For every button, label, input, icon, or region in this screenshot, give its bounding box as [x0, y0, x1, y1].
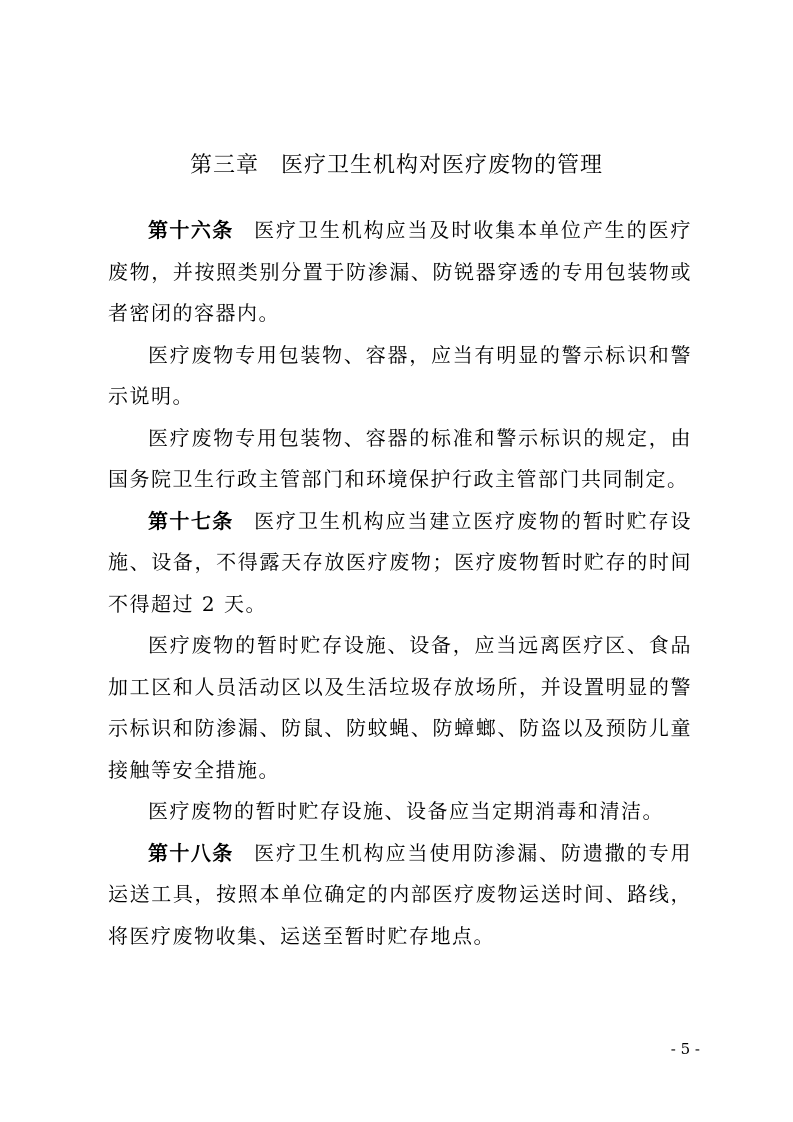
- page-number: - 5 -: [670, 1040, 700, 1058]
- paragraph-article-18: [108, 833, 692, 958]
- document-body: [108, 210, 692, 957]
- paragraph: [108, 625, 692, 791]
- paragraph: [108, 418, 692, 501]
- article-label: 第十七条: [148, 508, 234, 533]
- paragraph-text: 医疗废物的暂时贮存设施、设备应当定期消毒和清洁。: [148, 799, 664, 823]
- paragraph-text: 医疗废物专用包装物、容器，应当有明显的警示标识和警示说明。: [108, 342, 692, 408]
- paragraph-article-16: [108, 210, 692, 335]
- paragraph: [108, 791, 692, 833]
- paragraph-text: 医疗卫生机构应当及时收集本单位产生的医疗废物，并按照类别分置于防渗漏、防锐器穿透的专用包装物或者密闭的容器内。: [108, 218, 693, 325]
- paragraph-text: 医疗废物的暂时贮存设施、设备，应当远离医疗区、食品加工区和人员活动区以及生活垃圾存放场所，并设置明显的警示标识和防渗漏、防鼠、防蚊蝇、防蟑螂、防盗以及预防儿童接触等安全措施。: [108, 633, 692, 782]
- paragraph-article-17: [108, 501, 692, 626]
- article-label: 第十六条: [148, 218, 234, 242]
- chapter-number: 第三章: [189, 153, 259, 178]
- paragraph-text: 医疗卫生机构应当建立医疗废物的暂时贮存设施、设备，不得露天存放医疗废物；医疗废物暂时贮存的时间不得超过 2 天。: [108, 508, 693, 616]
- paragraph-text: 医疗废物专用包装物、容器的标准和警示标识的规定，由国务院卫生行政主管部门和环境保护行政主管部门共同制定。: [108, 425, 692, 491]
- article-label: 第十八条: [148, 840, 234, 865]
- chapter-heading: [0, 148, 793, 184]
- paragraph-text: 医疗卫生机构应当使用防渗漏、防遗撒的专用运送工具，按照本单位确定的内部医疗废物运送时间、路线，将医疗废物收集、运送至暂时贮存地点。: [108, 840, 693, 948]
- chapter-title: 医疗卫生机构对医疗废物的管理: [281, 153, 604, 178]
- paragraph: [108, 335, 692, 418]
